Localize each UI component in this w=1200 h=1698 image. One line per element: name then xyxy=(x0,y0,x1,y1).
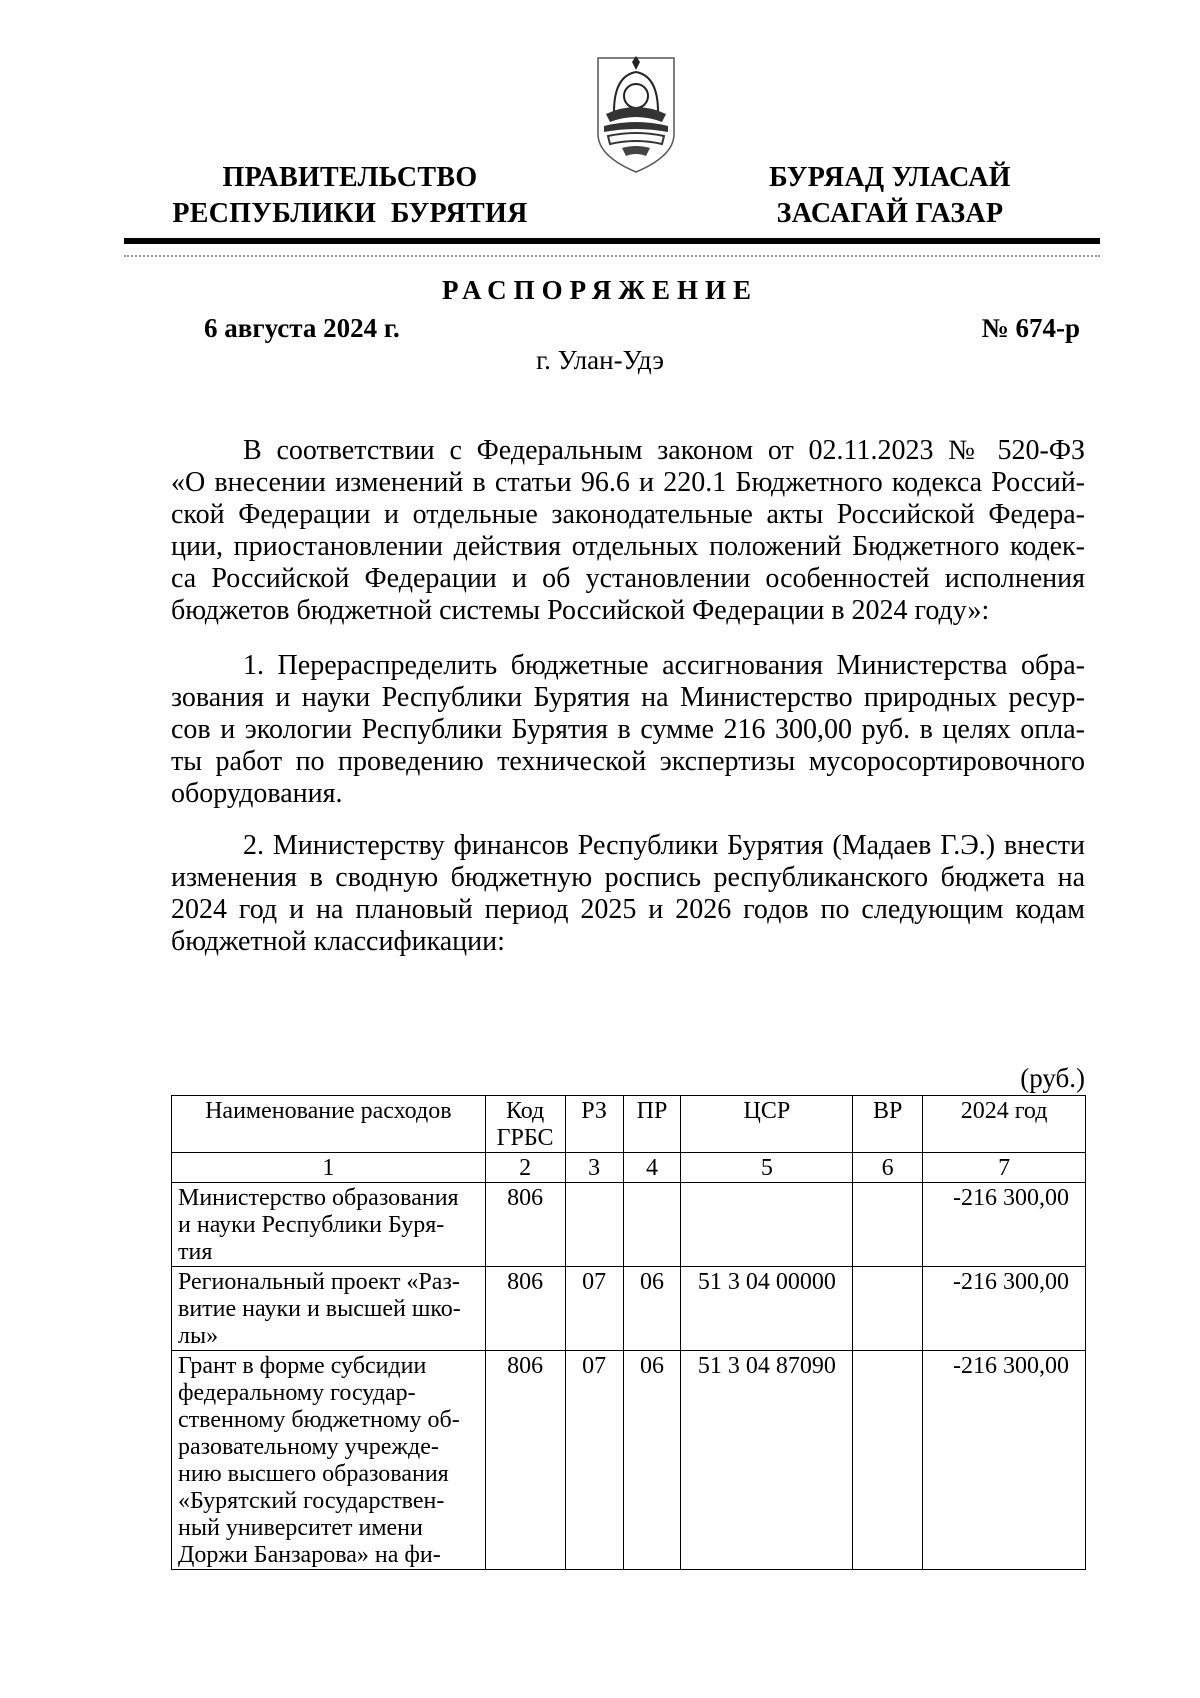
pr-cell: 06 xyxy=(623,1351,681,1570)
text-line: са Российской Федерации и об установлении особенностей исполнения xyxy=(171,563,1085,594)
text-line: 2. Министерству финансов Республики Бурятия (Мадаев Г.Э.) внести xyxy=(243,830,1085,861)
coat-of-arms-icon xyxy=(592,52,680,176)
government-name-ru xyxy=(170,160,530,232)
grbs-cell: 806 xyxy=(485,1267,565,1351)
header-cell-rz: РЗ xyxy=(565,1096,623,1153)
amount-cell: -216 300,00 xyxy=(923,1267,1086,1351)
amount-cell: -216 300,00 xyxy=(923,1351,1086,1570)
header-cell-year: 2024 год xyxy=(923,1096,1086,1153)
government-name-bua xyxy=(740,160,1040,232)
header-cell-vr: ВР xyxy=(853,1096,923,1153)
government-name-bua-line1: БУРЯАД УЛАСАЙ xyxy=(769,162,1011,193)
item-2-paragraph xyxy=(171,830,1085,958)
document-number: № 674-р xyxy=(981,313,1080,343)
government-name-ru-line2: РЕСПУБЛИКИ БУРЯТИЯ xyxy=(172,198,528,229)
row-name-cell: Региональный проект «Раз- витие науки и высшей шко- лы» xyxy=(172,1267,486,1351)
csr-cell xyxy=(681,1183,853,1267)
row-name-cell: Грант в форме субсидии федеральному государ- ственному бюджетному об- разовательному учрежде- нию высшего образования «Бурятский государствен- ный университет имени Доржи Банзарова» на фи- xyxy=(172,1351,486,1570)
text-line: 1. Перераспределить бюджетные ассигнования Министерства обра- xyxy=(243,650,1085,681)
column-number: 5 xyxy=(681,1153,853,1183)
government-name-bua-line2: ЗАСАГАЙ ГАЗАР xyxy=(776,198,1004,229)
grbs-cell: 806 xyxy=(485,1351,565,1570)
text-line: ты работ по проведению технической экспертизы мусоросортировочного xyxy=(171,746,1085,777)
document-title: РАСПОРЯЖЕНИЕ xyxy=(441,275,759,305)
text-line: 2024 год и на плановый период 2025 и 2026 годов по следующим кодам xyxy=(171,894,1085,925)
item-1-paragraph xyxy=(171,650,1085,810)
rz-cell: 07 xyxy=(565,1351,623,1570)
text-line: ской Федерации и отдельные законодательные акты Российской Федера- xyxy=(171,499,1085,530)
pr-cell xyxy=(623,1183,681,1267)
pr-cell: 06 xyxy=(623,1267,681,1351)
header-divider xyxy=(124,238,1100,244)
header-cell-name: Наименование расходов xyxy=(172,1096,486,1153)
header-cell-csr: ЦСР xyxy=(681,1096,853,1153)
header-cell-grbs: Код ГРБС xyxy=(485,1096,565,1153)
government-name-ru-line1: ПРАВИТЕЛЬСТВО xyxy=(222,162,478,193)
vr-cell xyxy=(853,1183,923,1267)
text-line: зования и науки Республики Бурятия на Министерство природных ресур- xyxy=(171,682,1085,713)
text-line: оборудования. xyxy=(171,778,343,809)
column-number: 1 xyxy=(172,1153,486,1183)
text-line: изменения в сводную бюджетную роспись республиканского бюджета на xyxy=(171,862,1085,893)
text-line: бюджетов бюджетной системы Российской Федерации в 2024 году»: xyxy=(171,595,990,626)
header-cell-pr: ПР xyxy=(623,1096,681,1153)
column-number: 4 xyxy=(623,1153,681,1183)
table-row xyxy=(172,1183,1086,1267)
amount-cell: -216 300,00 xyxy=(923,1183,1086,1267)
grbs-cell: 806 xyxy=(485,1183,565,1267)
row-name-cell: Министерство образования и науки Республики Буря- тия xyxy=(172,1183,486,1267)
table-row xyxy=(172,1351,1086,1570)
column-number: 3 xyxy=(565,1153,623,1183)
column-number: 7 xyxy=(923,1153,1086,1183)
budget-table xyxy=(171,1095,1086,1570)
rz-cell xyxy=(565,1183,623,1267)
text-line: «О внесении изменений в статьи 96.6 и 220.1 Бюджетного кодекса Россий- xyxy=(171,467,1085,498)
document-city: г. Улан-Удэ xyxy=(536,345,664,375)
document-date: 6 августа 2024 г. xyxy=(204,313,400,343)
rz-cell: 07 xyxy=(565,1267,623,1351)
header-dotted-divider xyxy=(124,255,1100,257)
column-number: 2 xyxy=(485,1153,565,1183)
table-row xyxy=(172,1267,1086,1351)
table-column-number-row xyxy=(172,1153,1086,1183)
column-number: 6 xyxy=(853,1153,923,1183)
vr-cell xyxy=(853,1267,923,1351)
table-header-row xyxy=(172,1096,1086,1153)
text-line: ции, приостановлении действия отдельных положений Бюджетного кодек- xyxy=(171,531,1085,562)
preamble-paragraph xyxy=(171,435,1085,627)
csr-cell: 51 3 04 87090 xyxy=(681,1351,853,1570)
text-line: В соответствии с Федеральным законом от 02.11.2023 № 520-ФЗ xyxy=(243,435,1085,466)
text-line: бюджетной классификации: xyxy=(171,926,505,957)
vr-cell xyxy=(853,1351,923,1570)
text-line: сов и экологии Республики Бурятия в сумме 216 300,00 руб. в целях опла- xyxy=(171,714,1085,745)
currency-unit: (руб.) xyxy=(1020,1063,1085,1093)
csr-cell: 51 3 04 00000 xyxy=(681,1267,853,1351)
